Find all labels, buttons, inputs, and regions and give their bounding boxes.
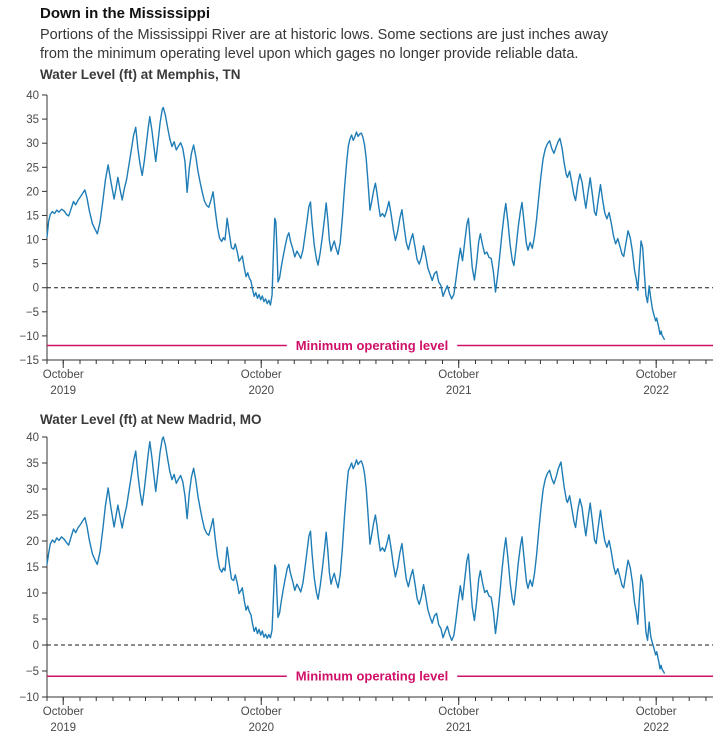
x-tick-label-year: 2021	[445, 722, 472, 734]
x-tick-label-month: October	[635, 706, 677, 718]
y-tick-label: 0	[32, 640, 39, 652]
y-tick-label: 40	[26, 432, 39, 444]
y-tick-label: 10	[26, 588, 39, 600]
chart-title-memphis: Water Level (ft) at Memphis, TN	[40, 67, 241, 82]
page-title: Down in the Mississippi	[40, 5, 211, 22]
y-tick-label: 25	[26, 162, 39, 175]
x-tick-label-year: 2022	[643, 722, 669, 734]
y-tick-label: 0	[32, 282, 39, 295]
x-tick-label-month: October	[42, 369, 84, 381]
memphis-chart	[19, 90, 713, 397]
y-tick-label: 15	[26, 210, 39, 223]
new-madrid-chart	[19, 432, 713, 734]
y-tick-label: −10	[19, 692, 39, 704]
y-tick-label: 35	[26, 458, 39, 470]
page-subtitle-line-1: Portions of the Mississippi River are at historic lows. Some sections are just inches away	[40, 27, 609, 43]
minimum-operating-level-label: Minimum operating level	[295, 338, 449, 354]
x-tick-label-year: 2019	[50, 385, 77, 397]
y-tick-label: 25	[26, 510, 39, 522]
x-tick-label-month: October	[438, 706, 480, 718]
y-tick-label: 5	[32, 258, 39, 271]
x-tick-label-month: October	[240, 369, 282, 381]
y-tick-label: −5	[25, 306, 39, 319]
x-tick-label-year: 2020	[248, 722, 275, 734]
new-madrid-water-level-line	[47, 437, 664, 673]
y-tick-label: 30	[26, 484, 39, 496]
memphis-water-level-line	[47, 108, 664, 340]
y-tick-label: 20	[26, 186, 39, 199]
y-tick-label: 40	[26, 90, 39, 102]
x-tick-label-year: 2019	[50, 722, 77, 734]
y-tick-label: −5	[25, 666, 39, 678]
y-tick-label: −15	[19, 355, 39, 367]
y-tick-label: 20	[26, 536, 39, 548]
x-tick-label-year: 2021	[445, 385, 472, 397]
x-tick-label-month: October	[240, 706, 282, 718]
y-tick-label: −10	[19, 330, 39, 343]
y-tick-label: 35	[26, 114, 39, 127]
y-tick-label: 10	[26, 234, 39, 247]
x-tick-label-month: October	[438, 369, 480, 381]
y-tick-label: 5	[32, 614, 39, 626]
y-tick-label: 30	[26, 138, 39, 151]
x-tick-label-year: 2020	[248, 385, 275, 397]
x-tick-label-month: October	[42, 706, 84, 718]
x-tick-label-year: 2022	[643, 385, 669, 397]
chart-title-new-madrid: Water Level (ft) at New Madrid, MO	[40, 412, 262, 427]
minimum-operating-level-label: Minimum operating level	[295, 668, 449, 684]
y-tick-label: 15	[26, 562, 39, 574]
page-subtitle-line-2: from the minimum operating level upon which gages no longer provide reliable data.	[40, 46, 579, 62]
x-tick-label-month: October	[635, 369, 677, 381]
